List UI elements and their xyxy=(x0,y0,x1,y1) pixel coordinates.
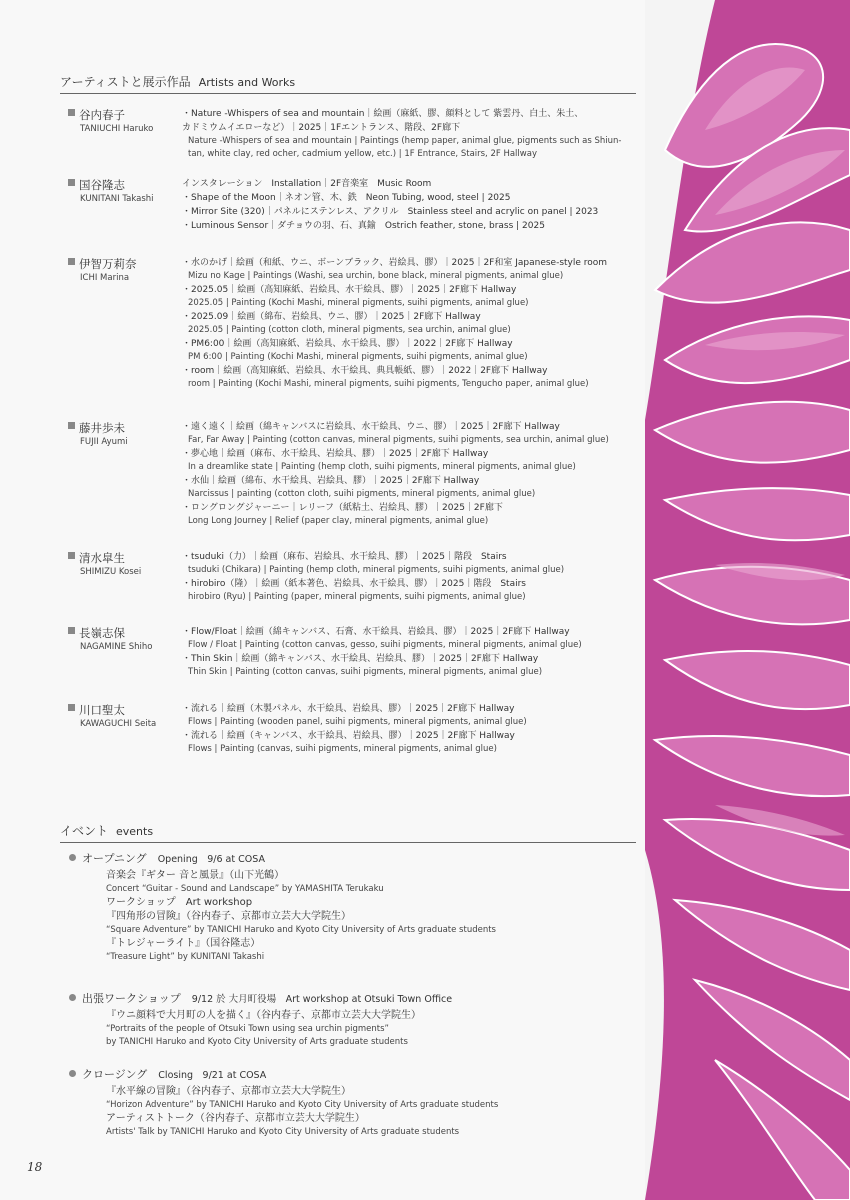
work-title-line: ・tsuduki（力）｜絵画（麻布、岩絵具、水干絵具、膠）｜2025｜階段 Stairs xyxy=(182,552,507,562)
event-line-en: by TANICHI Haruko and Kyoto City University of Arts graduate students xyxy=(106,1037,408,1047)
work-title-line: ・PM6:00｜絵画（高知麻紙、岩絵具、水干絵具、膠）｜2022｜2F廊下 Hallway xyxy=(182,339,513,349)
artist-name-en: ICHI Marina xyxy=(80,273,130,283)
bullet-icon xyxy=(69,994,76,1001)
event-title-ja: 出張ワークショップ xyxy=(82,992,181,1005)
artist-name-ja: 藤井歩未 xyxy=(68,420,180,436)
artist-name-en: SHIMIZU Kosei xyxy=(80,567,142,577)
work-english-line: PM 6:00 | Painting (Kochi Mashi, mineral pigments, suihi pigments, animal glue) xyxy=(188,352,528,362)
work-english-line: Long Long Journey | Relief (paper clay, mineral pigments, animal glue) xyxy=(188,516,489,526)
event-details xyxy=(106,869,636,964)
work-title-line: ・水仙｜絵画（綿布、水干絵具、岩絵具、膠）｜2025｜2F廊下 Hallway xyxy=(182,476,480,486)
artist-name-en: KAWAGUCHI Seita xyxy=(80,719,157,729)
work-english-line: hirobiro (Ryu) | Painting (paper, mineral pigments, suihi pigments, animal glue) xyxy=(188,592,526,602)
artist-works xyxy=(182,702,636,756)
artist-works xyxy=(182,550,636,604)
work-english-line: 2025.05 | Painting (Kochi Mashi, mineral pigments, suihi pigments, animal glue) xyxy=(188,298,529,308)
event-title-en: 9/12 於 大月町役場 Art workshop at Otsuki Town Office xyxy=(191,994,453,1005)
spacer xyxy=(181,992,192,1005)
artist-name-ja: 伊智万莉奈 xyxy=(68,256,180,272)
event-heading xyxy=(60,990,636,1006)
event-line-ja: 『ウニ顔料で大月町の人を描く』（谷内春子、京都市立芸大大学院生） xyxy=(106,1010,421,1021)
artist-name-block xyxy=(68,107,180,134)
artist-works xyxy=(182,107,636,161)
event-line-ja: 『トレジャーライト』（国谷隆志） xyxy=(106,938,261,949)
work-english-line: Flows | Painting (wooden panel, suihi pigments, mineral pigments, animal glue) xyxy=(188,717,527,727)
event-title-ja: クロージング xyxy=(82,1068,148,1081)
work-english-line: Narcissus | painting (cotton cloth, suihi pigments, mineral pigments, animal glue) xyxy=(188,489,536,499)
artists-title-en: Artists and Works xyxy=(198,76,296,89)
artists-section-title xyxy=(60,73,636,94)
artist-name-ja: 長嶺志保 xyxy=(68,625,180,641)
work-english-line: Mizu no Kage | Paintings (Washi, sea urchin, bone black, mineral pigments, animal glue) xyxy=(188,271,564,281)
work-title-line: ・夢心地｜絵画（麻布、水干絵具、岩絵具、膠）｜2025｜2F廊下 Hallway xyxy=(182,449,489,459)
artist-name-ja: 谷内春子 xyxy=(68,107,180,123)
event-line-en: “Treasure Light” by KUNITANI Takashi xyxy=(106,952,265,962)
artist-works xyxy=(182,420,636,528)
artist-name-block xyxy=(68,420,180,447)
work-title-line: ・2025.05｜絵画（高知麻紙、岩絵具、水干絵具、膠）｜2025｜2F廊下 Hallway xyxy=(182,285,517,295)
artist-name-ja: 国谷隆志 xyxy=(68,177,180,193)
work-english-line: Far, Far Away | Painting (cotton canvas, mineral pigments, suihi pigments, sea urchin, animal glue) xyxy=(188,435,609,445)
work-english-line: Thin Skin | Painting (cotton canvas, suihi pigments, mineral pigments, animal glue) xyxy=(188,667,543,677)
flower-illustration xyxy=(645,0,850,1200)
artist-name-en: NAGAMINE Shiho xyxy=(80,642,153,652)
artist-name-block xyxy=(68,625,180,652)
event-entry xyxy=(60,850,636,964)
artist-name-block xyxy=(68,550,180,577)
work-title-line: インスタレーション Installation｜2F音楽室 Music Room xyxy=(182,179,432,189)
work-english-line: 2025.05 | Painting (cotton cloth, mineral pigments, sea urchin, animal glue) xyxy=(188,325,511,335)
artist-name-block xyxy=(68,256,180,283)
event-line-ja: 『四角形の冒険』（谷内春子、京都市立芸大大学院生） xyxy=(106,911,351,922)
bullet-icon xyxy=(69,854,76,861)
event-line-en: “Horizon Adventure” by TANICHI Haruko and Kyoto City University of Arts graduate students xyxy=(106,1100,499,1110)
event-entry xyxy=(60,990,636,1049)
work-english-line: In a dreamlike state | Painting (hemp cloth, suihi pigments, mineral pigments, animal glue) xyxy=(188,462,576,472)
spacer xyxy=(147,852,158,865)
artist-name-en: KUNITANI Takashi xyxy=(80,194,154,204)
artist-name-ja: 川口聖太 xyxy=(68,702,180,718)
event-line-ja: アーティストトーク（谷内春子、京都市立芸大大学院生） xyxy=(106,1113,365,1124)
artist-name-en: FUJII Ayumi xyxy=(80,437,128,447)
work-title-line: ・Luminous Sensor｜ダチョウの羽、石、真鍮 Ostrich feather, stone, brass | 2025 xyxy=(182,221,545,231)
artist-works xyxy=(182,625,636,679)
artist-name-block xyxy=(68,177,180,204)
work-title-line: ・Shape of the Moon｜ネオン管、木、鉄 Neon Tubing, wood, steel | 2025 xyxy=(182,193,511,203)
event-heading xyxy=(60,850,636,866)
event-line-en: Artists' Talk by TANICHI Haruko and Kyoto City University of Arts graduate students xyxy=(106,1127,460,1137)
event-entry xyxy=(60,1066,636,1139)
event-line-en: Concert “Guitar - Sound and Landscape” by YAMASHITA Terukaku xyxy=(106,884,384,894)
work-title-line: ・Flow/Float｜絵画（綿キャンバス、石膏、水干絵具、岩絵具、膠）｜2025｜2F廊下 Hallway xyxy=(182,627,570,637)
work-english-line: tsuduki (Chikara) | Painting (hemp cloth, mineral pigments, suihi pigments, animal glue) xyxy=(188,565,565,575)
work-title-line: ・Thin Skin｜絵画（綿キャンバス、水干絵具、岩絵具、膠）｜2025｜2F廊下 Hallway xyxy=(182,654,539,664)
events-section-title xyxy=(60,822,636,843)
work-title-line: ・流れる｜絵画（キャンバス、水干絵具、岩絵具、膠）｜2025｜2F廊下 Hallway xyxy=(182,731,515,741)
event-title-en: Opening 9/6 at COSA xyxy=(157,854,265,865)
work-english-line: Flow / Float | Painting (cotton canvas, gesso, suihi pigments, mineral pigments, animal glue) xyxy=(188,640,582,650)
flower-petals-graphic xyxy=(645,0,850,1200)
events-title-ja: イベント xyxy=(60,824,109,838)
event-details xyxy=(106,1085,636,1139)
work-english-line: Nature -Whispers of sea and mountain | Paintings (hemp paper, animal glue, pigments such as Shiun-tan, white clay, red ocher, cadmium yellow, etc.) | 1F Entrance, Stairs, 2F Hallway xyxy=(188,136,622,159)
work-title-line: ・流れる｜絵画（木製パネル、水干絵具、岩絵具、膠）｜2025｜2F廊下 Hallway xyxy=(182,704,515,714)
artist-name-en: TANIUCHI Haruko xyxy=(80,124,154,134)
event-title-ja: オープニング xyxy=(82,852,147,865)
artist-works xyxy=(182,256,636,391)
spacer xyxy=(147,1068,158,1081)
work-title-line: カドミウムイエローなど）｜2025｜1Fエントランス、階段、2F廊下 xyxy=(182,123,461,133)
event-line-ja: 音楽会『ギター 音と風景』（山下光鶴） xyxy=(106,870,285,881)
work-title-line: ・2025.09｜絵画（綿布、岩絵具、ウニ、膠）｜2025｜2F廊下 Hallway xyxy=(182,312,481,322)
work-title-line: ・hirobiro（隆）｜絵画（紙本著色、岩絵具、水干絵具、膠）｜2025｜階段 Stairs xyxy=(182,579,526,589)
event-line-en: “Square Adventure” by TANICHI Haruko and Kyoto City University of Arts graduate students xyxy=(106,925,496,935)
event-title-en: Closing 9/21 at COSA xyxy=(158,1070,267,1081)
work-title-line: ・Nature -Whispers of sea and mountain｜絵画（麻紙、膠、顔料として 紫雲丹、白土、朱土、 xyxy=(182,109,584,119)
artists-title-ja: アーティストと展示作品 xyxy=(60,75,191,89)
artist-works xyxy=(182,177,636,233)
work-english-line: room | Painting (Kochi Mashi, mineral pigments, suihi pigments, Tengucho paper, animal glue) xyxy=(188,379,589,389)
artist-name-ja: 清水皐生 xyxy=(68,550,180,566)
work-title-line: ・水のかげ｜絵画（和紙、ウニ、ボーンブラック、岩絵具、膠）｜2025｜2F和室 Japanese-style room xyxy=(182,258,608,268)
work-english-line: Flows | Painting (canvas, suihi pigments, mineral pigments, animal glue) xyxy=(188,744,497,754)
work-title-line: ・Mirror Site (320)｜パネルにステンレス、アクリル Stainless steel and acrylic on panel | 2023 xyxy=(182,207,599,217)
event-line-en: “Portraits of the people of Otsuki Town using sea urchin pigments” xyxy=(106,1024,389,1034)
page-number: 18 xyxy=(27,1160,43,1174)
work-title-line: ・ロングロングジャーニー｜レリーフ（紙粘土、岩絵具、膠）｜2025｜2F廊下 xyxy=(182,503,503,513)
events-title-en: events xyxy=(116,825,154,838)
event-line-ja: 『水平線の冒険』（谷内春子、京都市立芸大大学院生） xyxy=(106,1086,351,1097)
event-heading xyxy=(60,1066,636,1082)
event-line-ja: ワークショップ Art workshop xyxy=(106,897,253,908)
event-details xyxy=(106,1009,636,1049)
work-title-line: ・room｜絵画（高知麻紙、岩絵具、水干絵具、典具帳紙、膠）｜2022｜2F廊下 Hallway xyxy=(182,366,548,376)
bullet-icon xyxy=(69,1070,76,1077)
work-title-line: ・遠く遠く｜絵画（綿キャンバスに岩絵具、水干絵具、ウニ、膠）｜2025｜2F廊下 Hallway xyxy=(182,422,560,432)
artist-name-block xyxy=(68,702,180,729)
